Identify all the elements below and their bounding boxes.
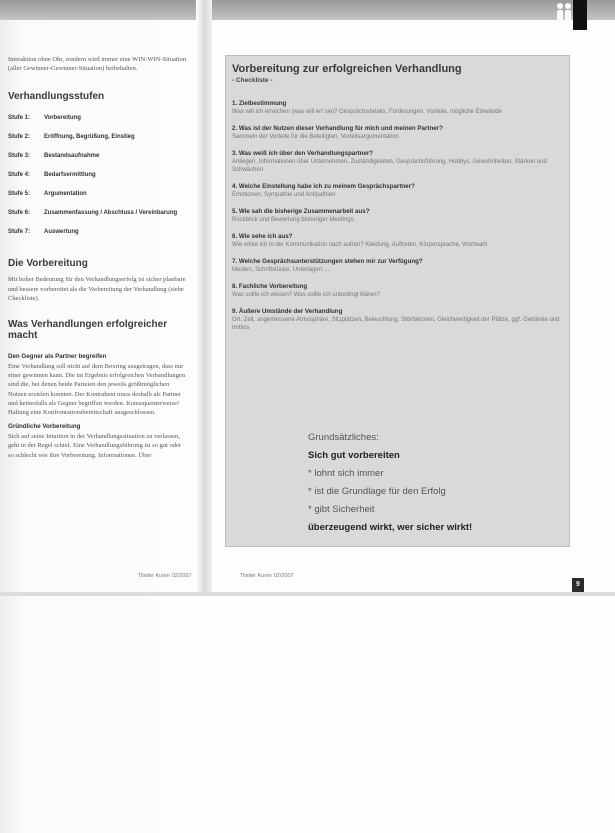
figures-logo-icon xyxy=(555,1,573,29)
stage-item: Stufe 5: Argumentation xyxy=(8,191,87,198)
page-bottom-edge xyxy=(0,592,615,596)
stage-item: Stufe 6: Zusammenfassung / Abschluss / Vereinbarung xyxy=(8,210,178,217)
checklist-subtitle: - Checkliste - xyxy=(232,77,273,84)
summary-line: Sich gut vorbereiten xyxy=(308,450,400,461)
chapter-tab-marker xyxy=(573,0,587,30)
checklist-item: 4. Welche Einstellung habe ich zu meinem Gesprächspartner? Emotionen, Sympathie und Antipathien xyxy=(232,183,415,198)
prep-heading: Die Vorbereitung xyxy=(8,258,88,270)
checklist-items xyxy=(232,100,564,341)
right-footer: Tilsiter Kurier 02/2007 xyxy=(240,573,294,579)
checklist-item: 2. Was ist der Nutzen dieser Verhandlung für mich und meinen Partner? Sammeln der Vorteile für die Beteiligten, Vorteilsargumentation xyxy=(232,125,443,140)
checklist-item: 7. Welche Gesprächsunterstützungen stehen mir zur Verfügung? Medien, Schriftstücke, Unterlagen … xyxy=(232,258,423,273)
page-gutter xyxy=(196,0,212,595)
checklist-title: Vorbereitung zur erfolgreichen Verhandlung xyxy=(232,63,462,75)
summary-line: * ist die Grundlage für den Erfolg xyxy=(308,486,446,497)
summary-line: * gibt Sicherheit xyxy=(308,504,375,515)
preparation-paragraph: Sich auf seine Intuition in der Verhandlungssituation zu verlassen, geht in der Regel schief. Eine Verhandlungsführung ist so gut oder so schlecht wie ihre Vorbereitung. Informationen. Über xyxy=(8,433,181,459)
prep-paragraph: Mit hoher Bedeutung für den Verhandlungserfolg ist sicher planbare und bessere vorbereitet als die Vorbereitung der Verhandlung (siehe Checkliste). xyxy=(8,276,186,302)
success-heading: Was Verhandlungen erfolgreicher macht xyxy=(8,319,168,342)
subheading-partner: Den Gegner als Partner begreifen xyxy=(8,353,107,361)
intro-paragraph: Interaktion ohne Ohr, sondern wird immer eine WIN-WIN-Situation (aller Gewinner-Gewinner-Situation) beibehalten. xyxy=(8,56,186,73)
top-banner xyxy=(0,0,615,20)
left-page-column xyxy=(8,55,188,460)
checklist-box xyxy=(225,55,570,547)
stage-item: Stufe 3: Bestandsaufnahme xyxy=(8,153,100,160)
page-number-badge: 9 xyxy=(572,578,584,592)
stage-item: Stufe 4: Bedarfsermittlung xyxy=(8,172,96,179)
stages-list xyxy=(8,114,188,236)
stages-heading: Verhandlungsstufen xyxy=(8,91,105,103)
checklist-item: 5. Wie sah die bisherige Zusammenarbeit aus? Rückblick und Bewertung bisheriger Meetings xyxy=(232,208,370,223)
summary-line: Grundsätzliches: xyxy=(308,432,379,443)
stage-item: Stufe 7: Auswertung xyxy=(8,229,79,236)
partner-paragraph: Eine Verhandlung soll nicht auf dem Boxring ausgetragen, dass nur einer gewinnen kann. Die im Ergebnis erfolgreichen Verhandlungen sind die, bei denen beide Parteien den jeweils größtmöglichen Nutzen erzielen konnten. Der Kontrahent muss deshalb als Partner und keinesfalls als Gegner begriffen werden. Konsequenterweise! Haltung eine Konfrontationsbereitschaft ausgeschlossen. xyxy=(8,363,186,417)
left-footer: Tilsiter Kurier 02/2007 xyxy=(138,573,192,579)
summary-line: * lohnt sich immer xyxy=(308,468,384,479)
checklist-item: 1. Zielbestimmung Was will ich erreichen (was will er/ sie)? Gesprächsdetails, Forderungen, Vorteile, mögliche Einwände xyxy=(232,100,502,115)
summary-block xyxy=(308,432,548,540)
checklist-item: 9. Äußere Umstände der Verhandlung Ort, Zeit, angemessene Atmosphäre, Sitzplätzen, Beleuchtung, Störfaktoren, Gleichwertigkeit der Plätze, ggf. Getränke und Imbiss xyxy=(232,308,560,331)
subheading-preparation: Gründliche Vorbereitung xyxy=(8,423,81,431)
stage-item: Stufe 2: Eröffnung, Begrüßung, Einstieg xyxy=(8,134,135,141)
checklist-item: 6. Wie sehe ich aus? Wie wirke ich in der Kommunikation nach außen? Kleidung, Auftreten, Körpersprache, Wortwahl xyxy=(232,233,488,248)
checklist-item: 3. Was weiß ich über den Verhandlungspartner? Anliegen, Informationen über Unternehmen, Zuständigkeiten, Gesprächsführung, Hobbys, Gewohnheiten, Stärken und Schwächen xyxy=(232,150,547,173)
checklist-item: 8. Fachliche Vorbereitung Was sollte ich wissen? Was sollte ich unbedingt klären? xyxy=(232,283,380,298)
stage-item: Stufe 1: Vorbereitung xyxy=(8,115,81,122)
summary-line: überzeugend wirkt, wer sicher wirkt! xyxy=(308,522,473,533)
